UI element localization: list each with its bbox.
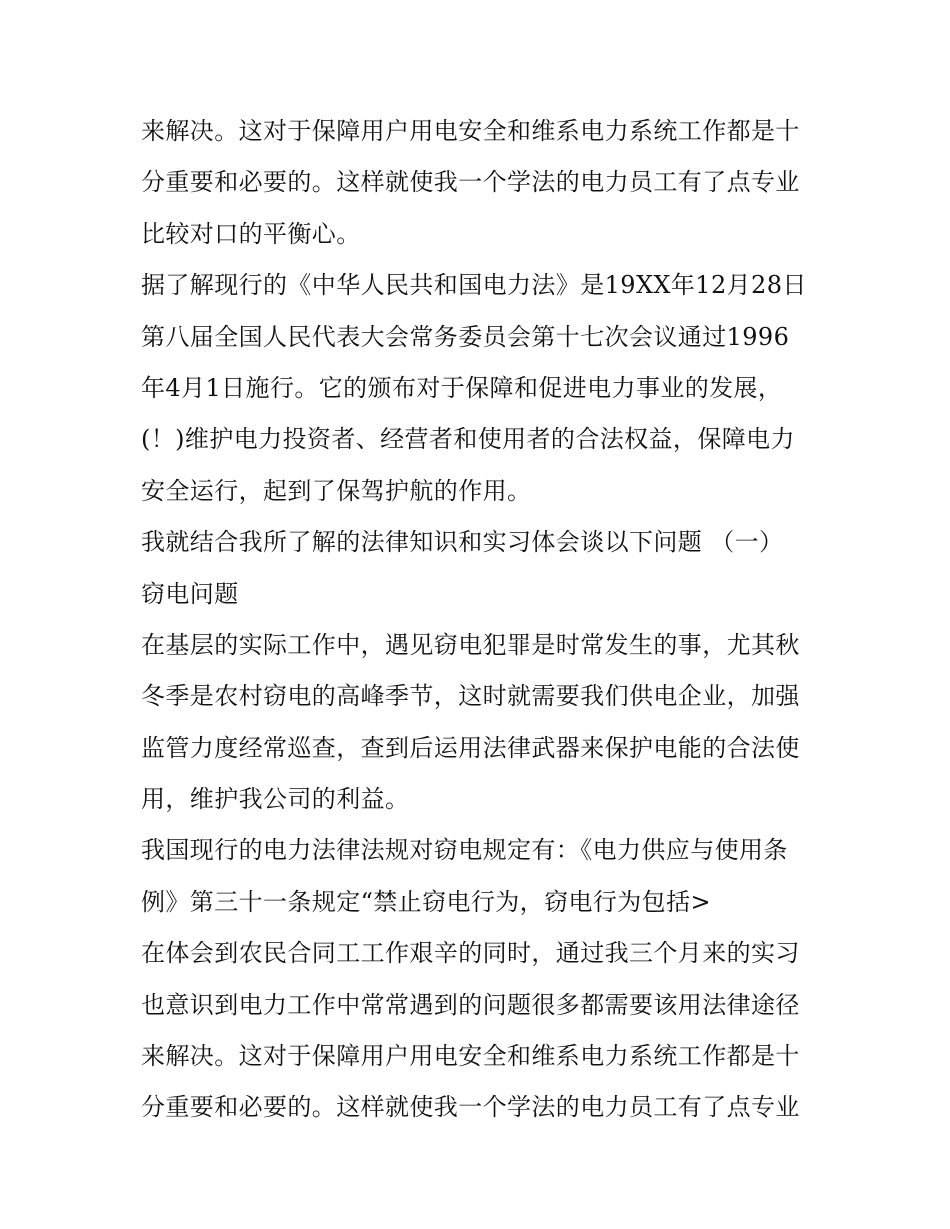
text-line: 也意识到电力工作中常常遇到的问题很多都需要该用法律途径 — [141, 990, 800, 1019]
text-line: 我国现行的电力法律法规对窃电规定有：《电力供应与使用条 — [141, 836, 788, 865]
text-line: 监管力度经常巡查，查到后运用法律武器来保护电能的合法使 — [141, 733, 800, 762]
text-line: 我就结合我所了解的法律知识和实习体会谈以下问题 （一） — [141, 528, 784, 557]
text-line: 在体会到农民合同工工作艰辛的同时，通过我三个月来的实习 — [141, 939, 800, 968]
text-line: 分重要和必要的。这样就使我一个学法的电力员工有了点专业 — [141, 1093, 800, 1122]
text-line: 用，维护我公司的利益。 — [141, 785, 410, 814]
text-line: 比较对口的平衡心。 — [141, 219, 361, 248]
body-text — [141, 106, 821, 1134]
text-line: 第八届全国人民代表大会常务委员会第十七次会议通过1996 — [141, 322, 790, 351]
text-line: 例》第三十一条规定“禁止窃电行为，窃电行为包括> — [141, 887, 711, 916]
text-line: 年4月1日施行。它的颁布对于保障和促进电力事业的发展， — [141, 373, 783, 402]
text-line: 来解决。这对于保障用户用电安全和维系电力系统工作都是十 — [141, 117, 800, 145]
text-line: 据了解现行的《中华人民共和国电力法》是19XX年12月28日 — [141, 271, 807, 300]
text-line: 分重要和必要的。这样就使我一个学法的电力员工有了点专业 — [141, 168, 800, 197]
text-line: (！)维护电力投资者、经营者和使用者的合法权益，保障电力 — [141, 425, 795, 454]
text-line: 安全运行，起到了保驾护航的作用。 — [141, 476, 532, 505]
text-line: 在基层的实际工作中，遇见窃电犯罪是时常发生的事，尤其秋 — [141, 630, 800, 659]
text-line: 冬季是农村窃电的高峰季节，这时就需要我们供电企业，加强 — [141, 682, 800, 711]
text-line: 窃电问题 — [141, 579, 239, 608]
text-line: 来解决。这对于保障用户用电安全和维系电力系统工作都是十 — [141, 1042, 800, 1071]
